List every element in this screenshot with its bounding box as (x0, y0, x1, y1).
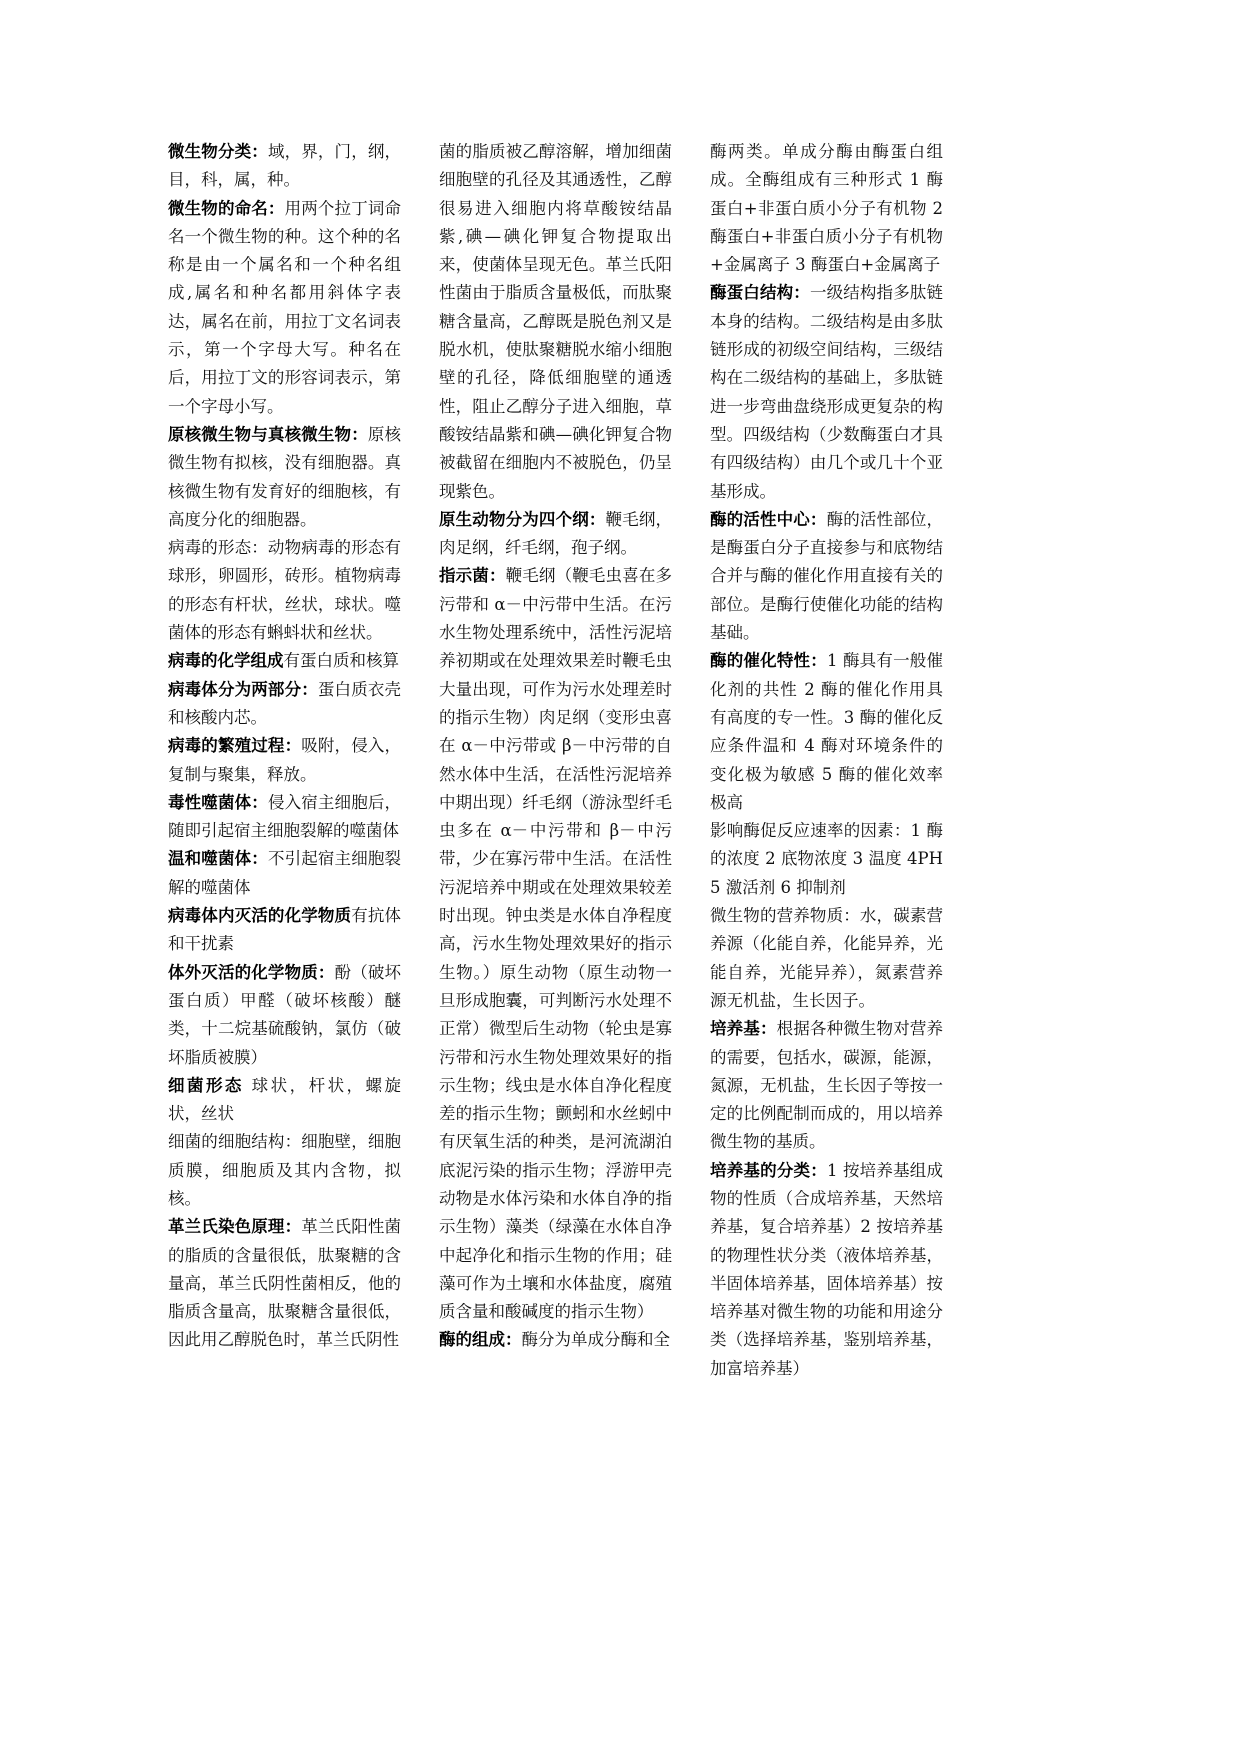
entry-enzyme-catalytic-properties (710, 647, 943, 817)
entry-text: 1 酶具有一般催化剂的共性 2 酶的催化作用具有高度的专一性。3 酶的催化反应条件温和 4 酶对环境条件的变化极为敏感 5 酶的催化效率极高 (710, 651, 943, 812)
entry-virion-parts (168, 676, 401, 733)
entry-enzyme-composition (439, 1326, 672, 1354)
entry-enzyme-composition-continued (710, 138, 943, 279)
entry-text: 鞭毛纲（鞭毛虫喜在多污带和 α－中污带中生活。在污水生物处理系统中，活性污泥培养初期或在处理效果差时鞭毛虫大量出现，可作为污水处理差时的指示生物）肉足纲（变形虫喜在 α－中污带或 β－中污带的自然水体中生活，在活性污泥培养中期出现）纤毛纲（游泳型纤毛虫多在 α－中污带和 β－中污带，少在寡污带中生活。在活性污泥培养中期或在处理效果较差时出现。钟虫类是水体自净程度高，污水生物处理效果好的指示生物。）原生动物（原生动物一旦形成胞囊，可判断污水处理不正常）微型后生动物（轮虫是寡污带和污水生物处理效果好的指示生物；线虫是水体自净化程度差的指示生物；颤蚓和水丝蚓中有厌氧生活的种类，是河流湖泊底泥污染的指示生物；浮游甲壳动物是水体污染和水体自净的指示生物）藻类（绿藻在水体自净中起净化和指示生物的作用；硅藻可作为土壤和水体盐度，腐殖质含量和酸碱度的指示生物） (439, 566, 673, 1322)
entry-term: 病毒的化学组成 (168, 651, 284, 671)
entry-bacterial-cell-structure (168, 1128, 401, 1213)
entry-prokaryote-eukaryote (168, 421, 401, 534)
entry-term: 体外灭活的化学物质： (168, 962, 335, 982)
entry-text: 用两个拉丁词命名一个微生物的种。这个种的名称是由一个属名和一个种名组成,属名和种名都用斜体字表达，属名在前，用拉丁文名词表示，第一个字母大写。种名在后，用拉丁文的形容词表示，第一个字母小写。 (168, 198, 402, 416)
entry-virus-reproduction (168, 732, 401, 789)
entry-in-vitro-inactivation (168, 959, 401, 1072)
entry-text: 有抗体和干扰素 (168, 906, 402, 954)
entry-term: 酶的催化特性： (710, 651, 827, 671)
entry-term: 酶的组成： (439, 1330, 522, 1350)
entry-term: 微生物分类： (168, 142, 268, 161)
entry-protozoa-classes (439, 506, 672, 563)
entry-microbe-classification (168, 138, 401, 195)
entry-term: 酶蛋白结构： (710, 283, 810, 303)
entry-term: 酶的活性中心： (710, 509, 827, 529)
entry-text: 1 按培养基组成物的性质（合成培养基，天然培养基，复合培养基）2 按培养基的物理性状分类（液体培养基，半固体培养基，固体培养基）按培养基对微生物的功能和用途分类（选择培养基，鉴别培养基，加富培养基） (710, 1160, 943, 1378)
entry-term: 指示菌： (439, 566, 506, 586)
entry-term: 微生物的命名： (168, 198, 285, 218)
entry-virus-morphology (168, 534, 401, 647)
entry-text: 有蛋白质和核算 (283, 651, 399, 671)
entry-enzyme-active-center (710, 506, 943, 647)
entry-term: 病毒体分为两部分： (168, 679, 318, 699)
entry-term: 革兰氏染色原理： (168, 1217, 302, 1237)
entry-culture-medium (710, 1015, 943, 1156)
entry-text: 域，界，门，纲，目，科，属，种。 (168, 142, 402, 190)
entry-enzyme-protein-structure (710, 279, 943, 505)
entry-text: 菌的脂质被乙醇溶解，增加细菌细胞壁的孔径及其通透性，乙醇很易进入细胞内将草酸铵结晶紫,碘—碘化钾复合物提取出来，使菌体呈现无色。革兰氏阳性菌由于脂质含量极低，而肽聚糖含量高，乙醇既是脱色剂又是脱水机，使肽聚糖脱水缩小细胞壁的孔径，降低细胞壁的通透性，阻止乙醇分子进入细胞，草酸铵结晶紫和碘—碘化钾复合物被截留在细胞内不被脱色，仍呈现紫色。 (439, 142, 672, 501)
entry-text: 鞭毛纲，肉足纲，纤毛纲，孢子纲。 (439, 509, 673, 558)
entry-text: 一级结构指多肽链本身的结构。二级结构是由多肽链形成的初级空间结构，三级结构在二级结构的基础上，多肽链进一步弯曲盘绕形成更复杂的构型。四级结构（少数酶蛋白才具有四级结构）由几个或几十个亚基形成。 (710, 283, 944, 501)
entry-term: 毒性噬菌体： (168, 792, 268, 812)
entry-bacteria-morphology (168, 1072, 401, 1129)
entry-text: 原核微生物有拟核，没有细胞器。真核微生物有发育好的细胞核，有高度分化的细胞器。 (168, 424, 402, 529)
entry-microbial-nutrients (710, 902, 943, 1015)
column-1 (168, 138, 401, 1355)
entry-text: 吸附，侵入，复制与聚集，释放。 (168, 736, 402, 784)
entry-text: 酶两类。单成分酶由酶蛋白组成。全酶组成有三种形式 1 酶蛋白+非蛋白质小分子有机物 2 酶蛋白+非蛋白质小分子有机物+金属离子 3 酶蛋白+金属离子 (710, 142, 943, 275)
entry-text: 酶的活性部位，是酶蛋白分子直接参与和底物结合并与酶的催化作用直接有关的部位。是酶行使催化功能的结构基础。 (710, 509, 944, 643)
entry-in-vivo-inactivation (168, 902, 401, 959)
entry-microbe-naming (168, 195, 401, 421)
entry-text: 病毒的形态：动物病毒的形态有球形，卵圆形，砖形。植物病毒的形态有杆状，丝状，球状。噬菌体的形态有蝌蚪状和丝状。 (168, 538, 401, 643)
entry-text: 酶分为单成分酶和全 (521, 1330, 670, 1350)
entry-term: 温和噬菌体： (168, 849, 268, 869)
entry-term: 病毒的繁殖过程： (168, 736, 302, 756)
entry-term: 培养基的分类： (710, 1160, 827, 1180)
entry-text: 革兰氏阳性菌的脂质的含量很低，肽聚糖的含量高，革兰氏阴性菌相反，他的脂质含量高，肽聚糖含量很低，因此用乙醇脱色时，革兰氏阴性 (168, 1217, 402, 1350)
column-3 (710, 138, 943, 1383)
entry-term: 病毒体内灭活的化学物质 (168, 906, 352, 926)
entry-virus-chemical-composition (168, 647, 401, 675)
entry-text: 不引起宿主细胞裂解的噬菌体 (168, 849, 402, 897)
entry-term: 原生动物分为四个纲： (439, 509, 606, 529)
entry-text: 酚（破坏蛋白质）甲醛（破坏核酸）醚类，十二烷基硫酸钠，氯仿（破坏脂质被膜） (168, 962, 402, 1067)
entry-culture-medium-classification (710, 1157, 943, 1383)
entry-enzyme-reaction-rate-factors (710, 817, 943, 902)
entry-gram-stain-principle-continued (439, 138, 672, 506)
entry-text: 微生物的营养物质：水，碳素营养源（化能自养，化能异养，光能自养，光能异养），氮素营养源无机盐，生长因子。 (710, 906, 943, 1010)
entry-term: 原核微生物与真核微生物： (168, 424, 368, 444)
entry-text: 影响酶促反应速率的因素：1 酶的浓度 2 底物浓度 3 温度 4PH 5 激活剂 6 抑制剂 (710, 821, 943, 897)
entry-text: 侵入宿主细胞后，随即引起宿主细胞裂解的噬菌体 (168, 792, 402, 841)
entry-text: 细菌的细胞结构：细胞壁，细胞质膜，细胞质及其内含物，拟核。 (168, 1132, 401, 1208)
entry-text: 根据各种微生物对营养的需要，包括水，碳源，能源，氮源，无机盐，生长因子等按一定的比例配制而成的，用以培养微生物的基质。 (710, 1019, 944, 1152)
entry-text: 蛋白质衣壳和核酸内芯。 (168, 679, 402, 727)
entry-text: 球状，杆状，螺旋状，丝状 (168, 1075, 402, 1124)
entry-virulent-phage (168, 789, 401, 846)
entry-indicator-organisms (439, 562, 672, 1326)
entry-term: 培养基： (710, 1019, 777, 1039)
entry-gram-stain-principle (168, 1213, 401, 1354)
column-2 (439, 138, 672, 1355)
entry-term: 细菌形态 (168, 1075, 244, 1095)
entry-temperate-phage (168, 845, 401, 902)
